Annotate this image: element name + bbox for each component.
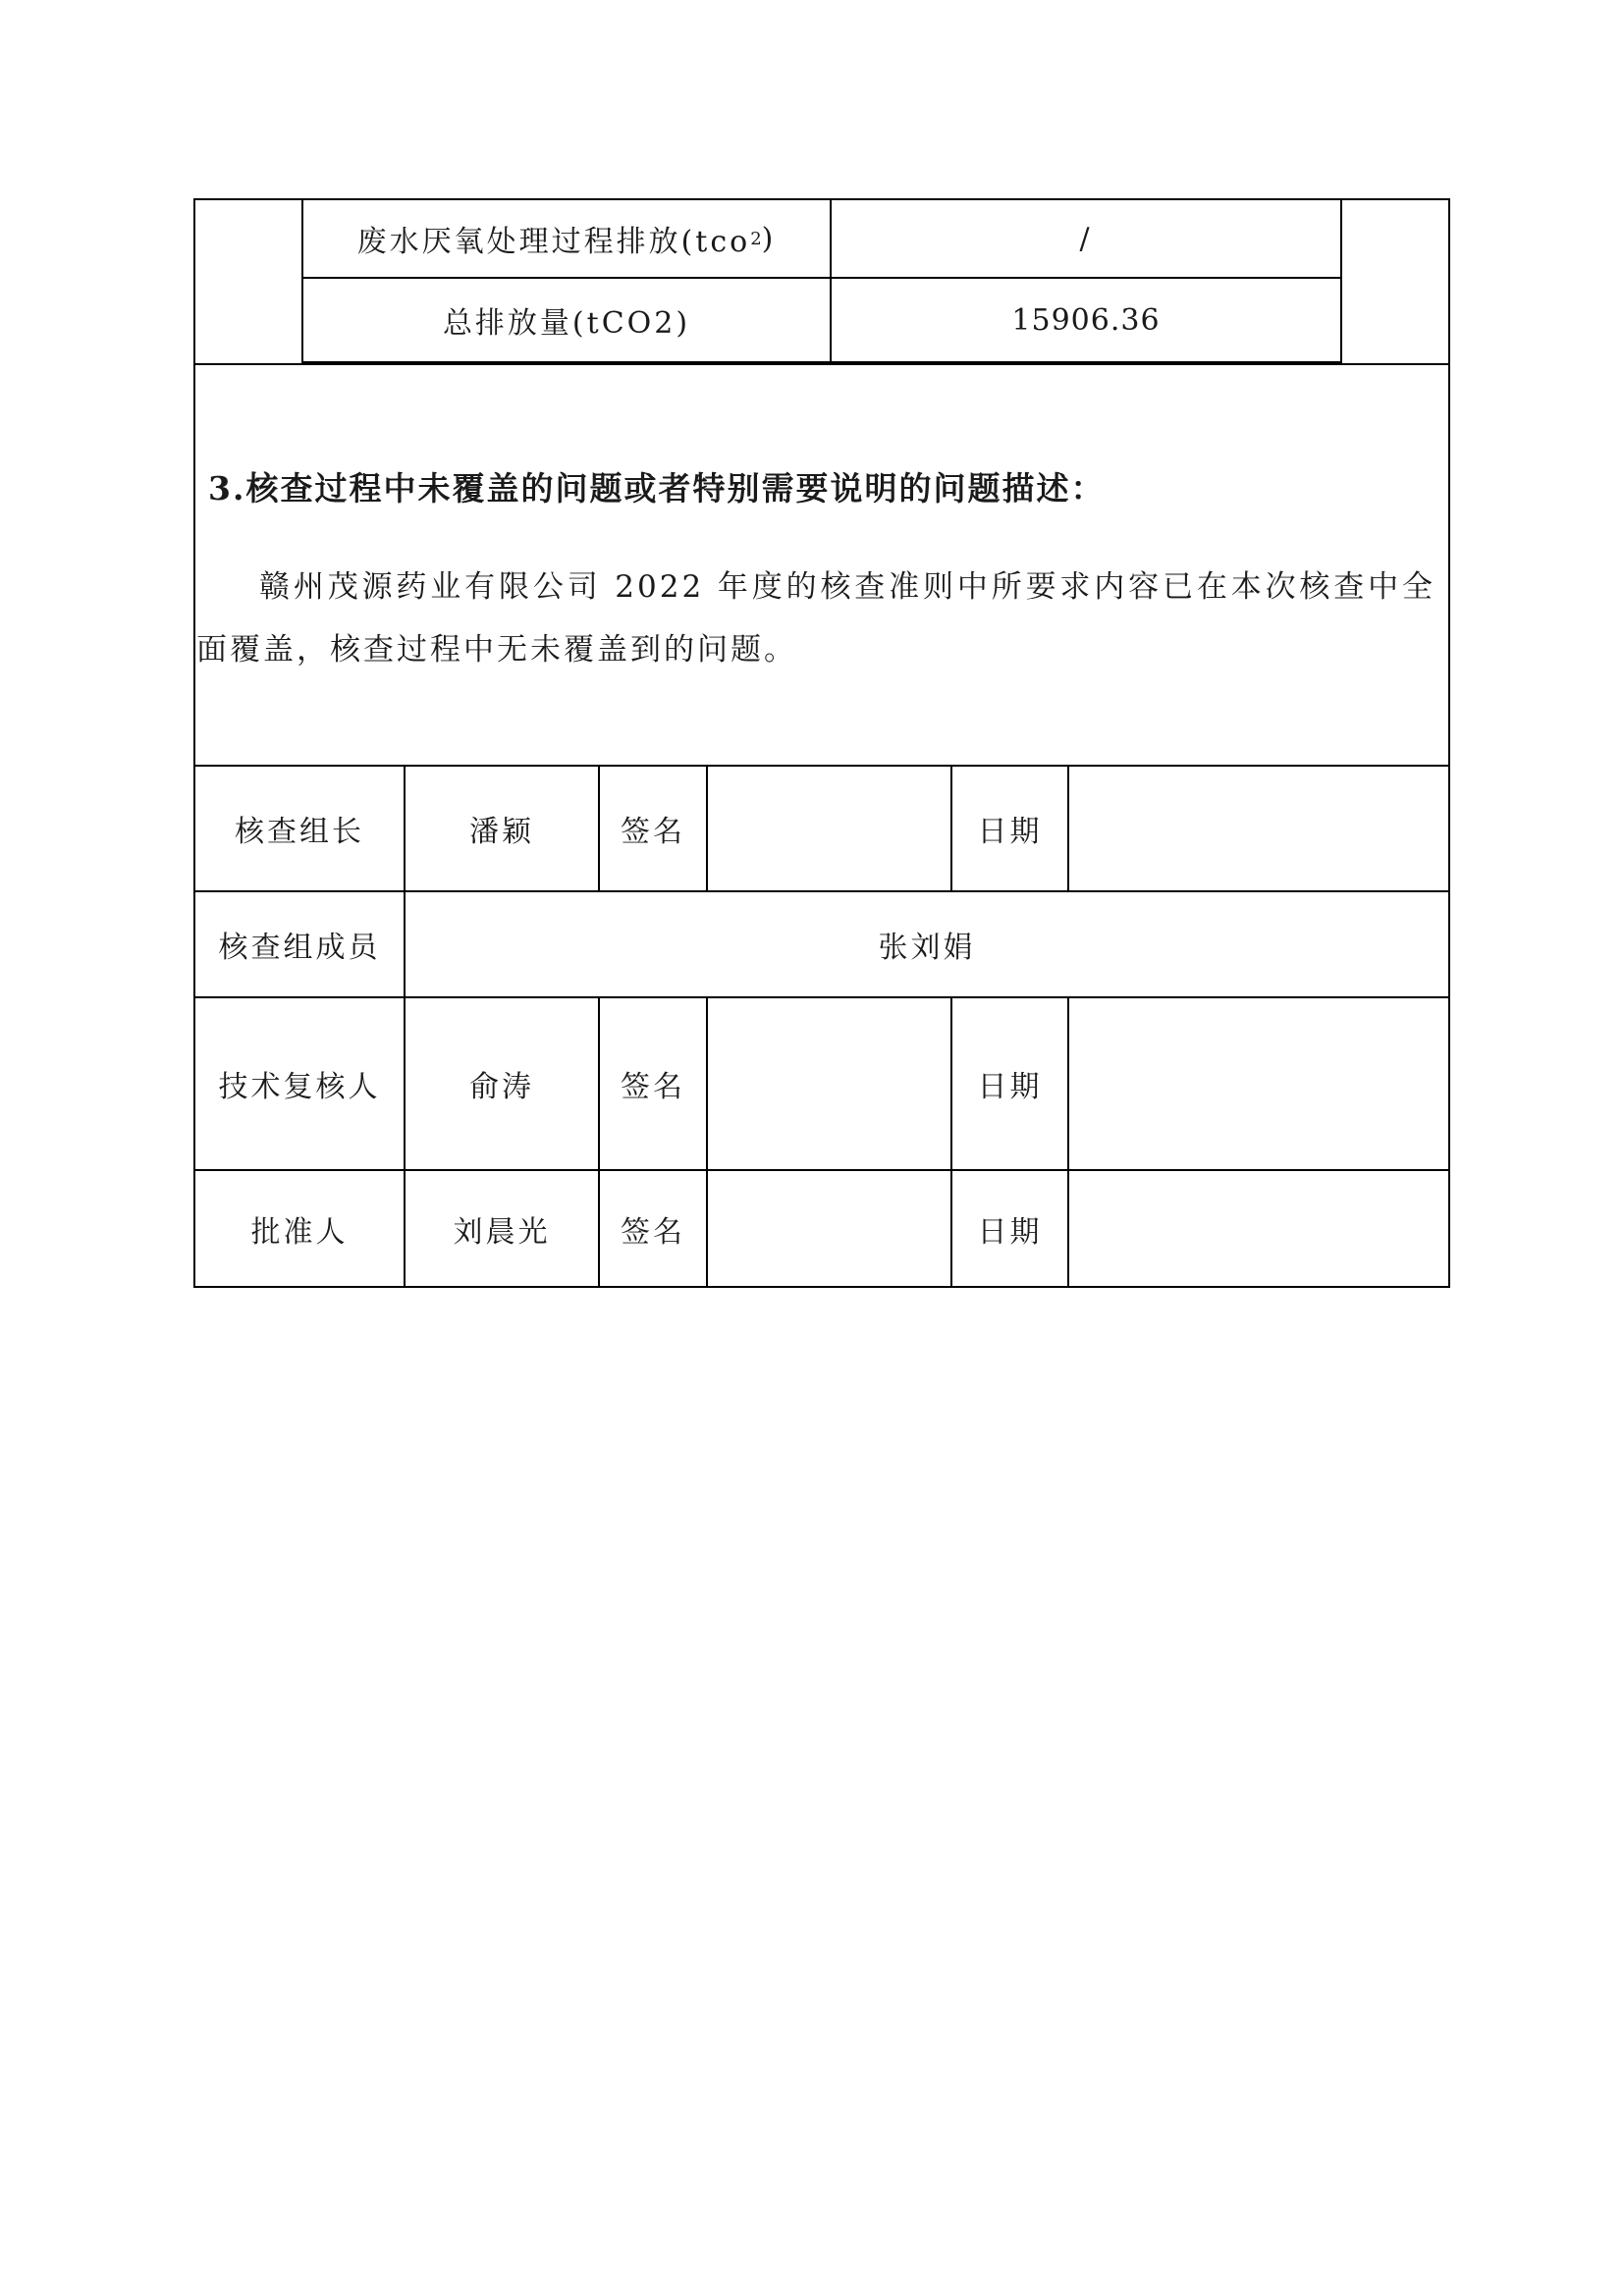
emission-row-wastewater-value: / xyxy=(1079,221,1093,256)
wastewater-label-main: 废水厌氧处理过程排放(tco xyxy=(356,225,751,259)
approver-role: 批准人 xyxy=(250,1214,349,1250)
leader-date-label: 日期 xyxy=(977,815,1043,849)
approver-signature-field xyxy=(708,1171,950,1286)
emission-section-bottom xyxy=(193,363,1450,365)
approver-date-field xyxy=(1069,1171,1448,1286)
leader-signature-field xyxy=(708,767,950,890)
approver-name: 刘晨光 xyxy=(453,1214,551,1250)
reviewer-role: 技术复核人 xyxy=(218,1070,381,1104)
reviewer-date-label: 日期 xyxy=(977,1070,1043,1104)
section3-heading: 3.核查过程中未覆盖的问题或者特别需要说明的问题描述： xyxy=(208,469,1106,507)
reviewer-sign-label: 签名 xyxy=(621,1070,685,1104)
approver-date-label: 日期 xyxy=(977,1214,1043,1250)
members-names: 张刘娟 xyxy=(878,931,976,965)
approver-sign-label: 签名 xyxy=(621,1214,685,1250)
members-role: 核查组成员 xyxy=(218,931,381,965)
reviewer-name: 俞涛 xyxy=(469,1070,534,1104)
emission-table-right xyxy=(1340,198,1342,363)
reviewer-signature-field xyxy=(708,998,950,1169)
section3-body: 赣州茂源药业有限公司 2022 年度的核查准则中所要求内容已在本次核查中全面覆盖，核查过程中无未覆盖到的问题。 xyxy=(196,569,1435,667)
emission-row-total-label: 总排放量(tCO2) xyxy=(442,306,691,341)
outer-frame-right xyxy=(1448,198,1450,1288)
wastewater-label-end: ) xyxy=(761,221,777,256)
emission-row-wastewater-label xyxy=(303,200,830,277)
leader-sign-label: 签名 xyxy=(621,815,685,849)
reviewer-date-field xyxy=(1069,998,1448,1169)
leader-name: 潘颖 xyxy=(469,815,534,849)
leader-role: 核查组长 xyxy=(235,815,364,849)
outer-frame-bottom xyxy=(193,1286,1450,1288)
wastewater-label-subscript: 2 xyxy=(750,228,762,249)
emission-row-total-value: 15906.36 xyxy=(1011,302,1161,338)
leader-date-field xyxy=(1069,767,1448,890)
